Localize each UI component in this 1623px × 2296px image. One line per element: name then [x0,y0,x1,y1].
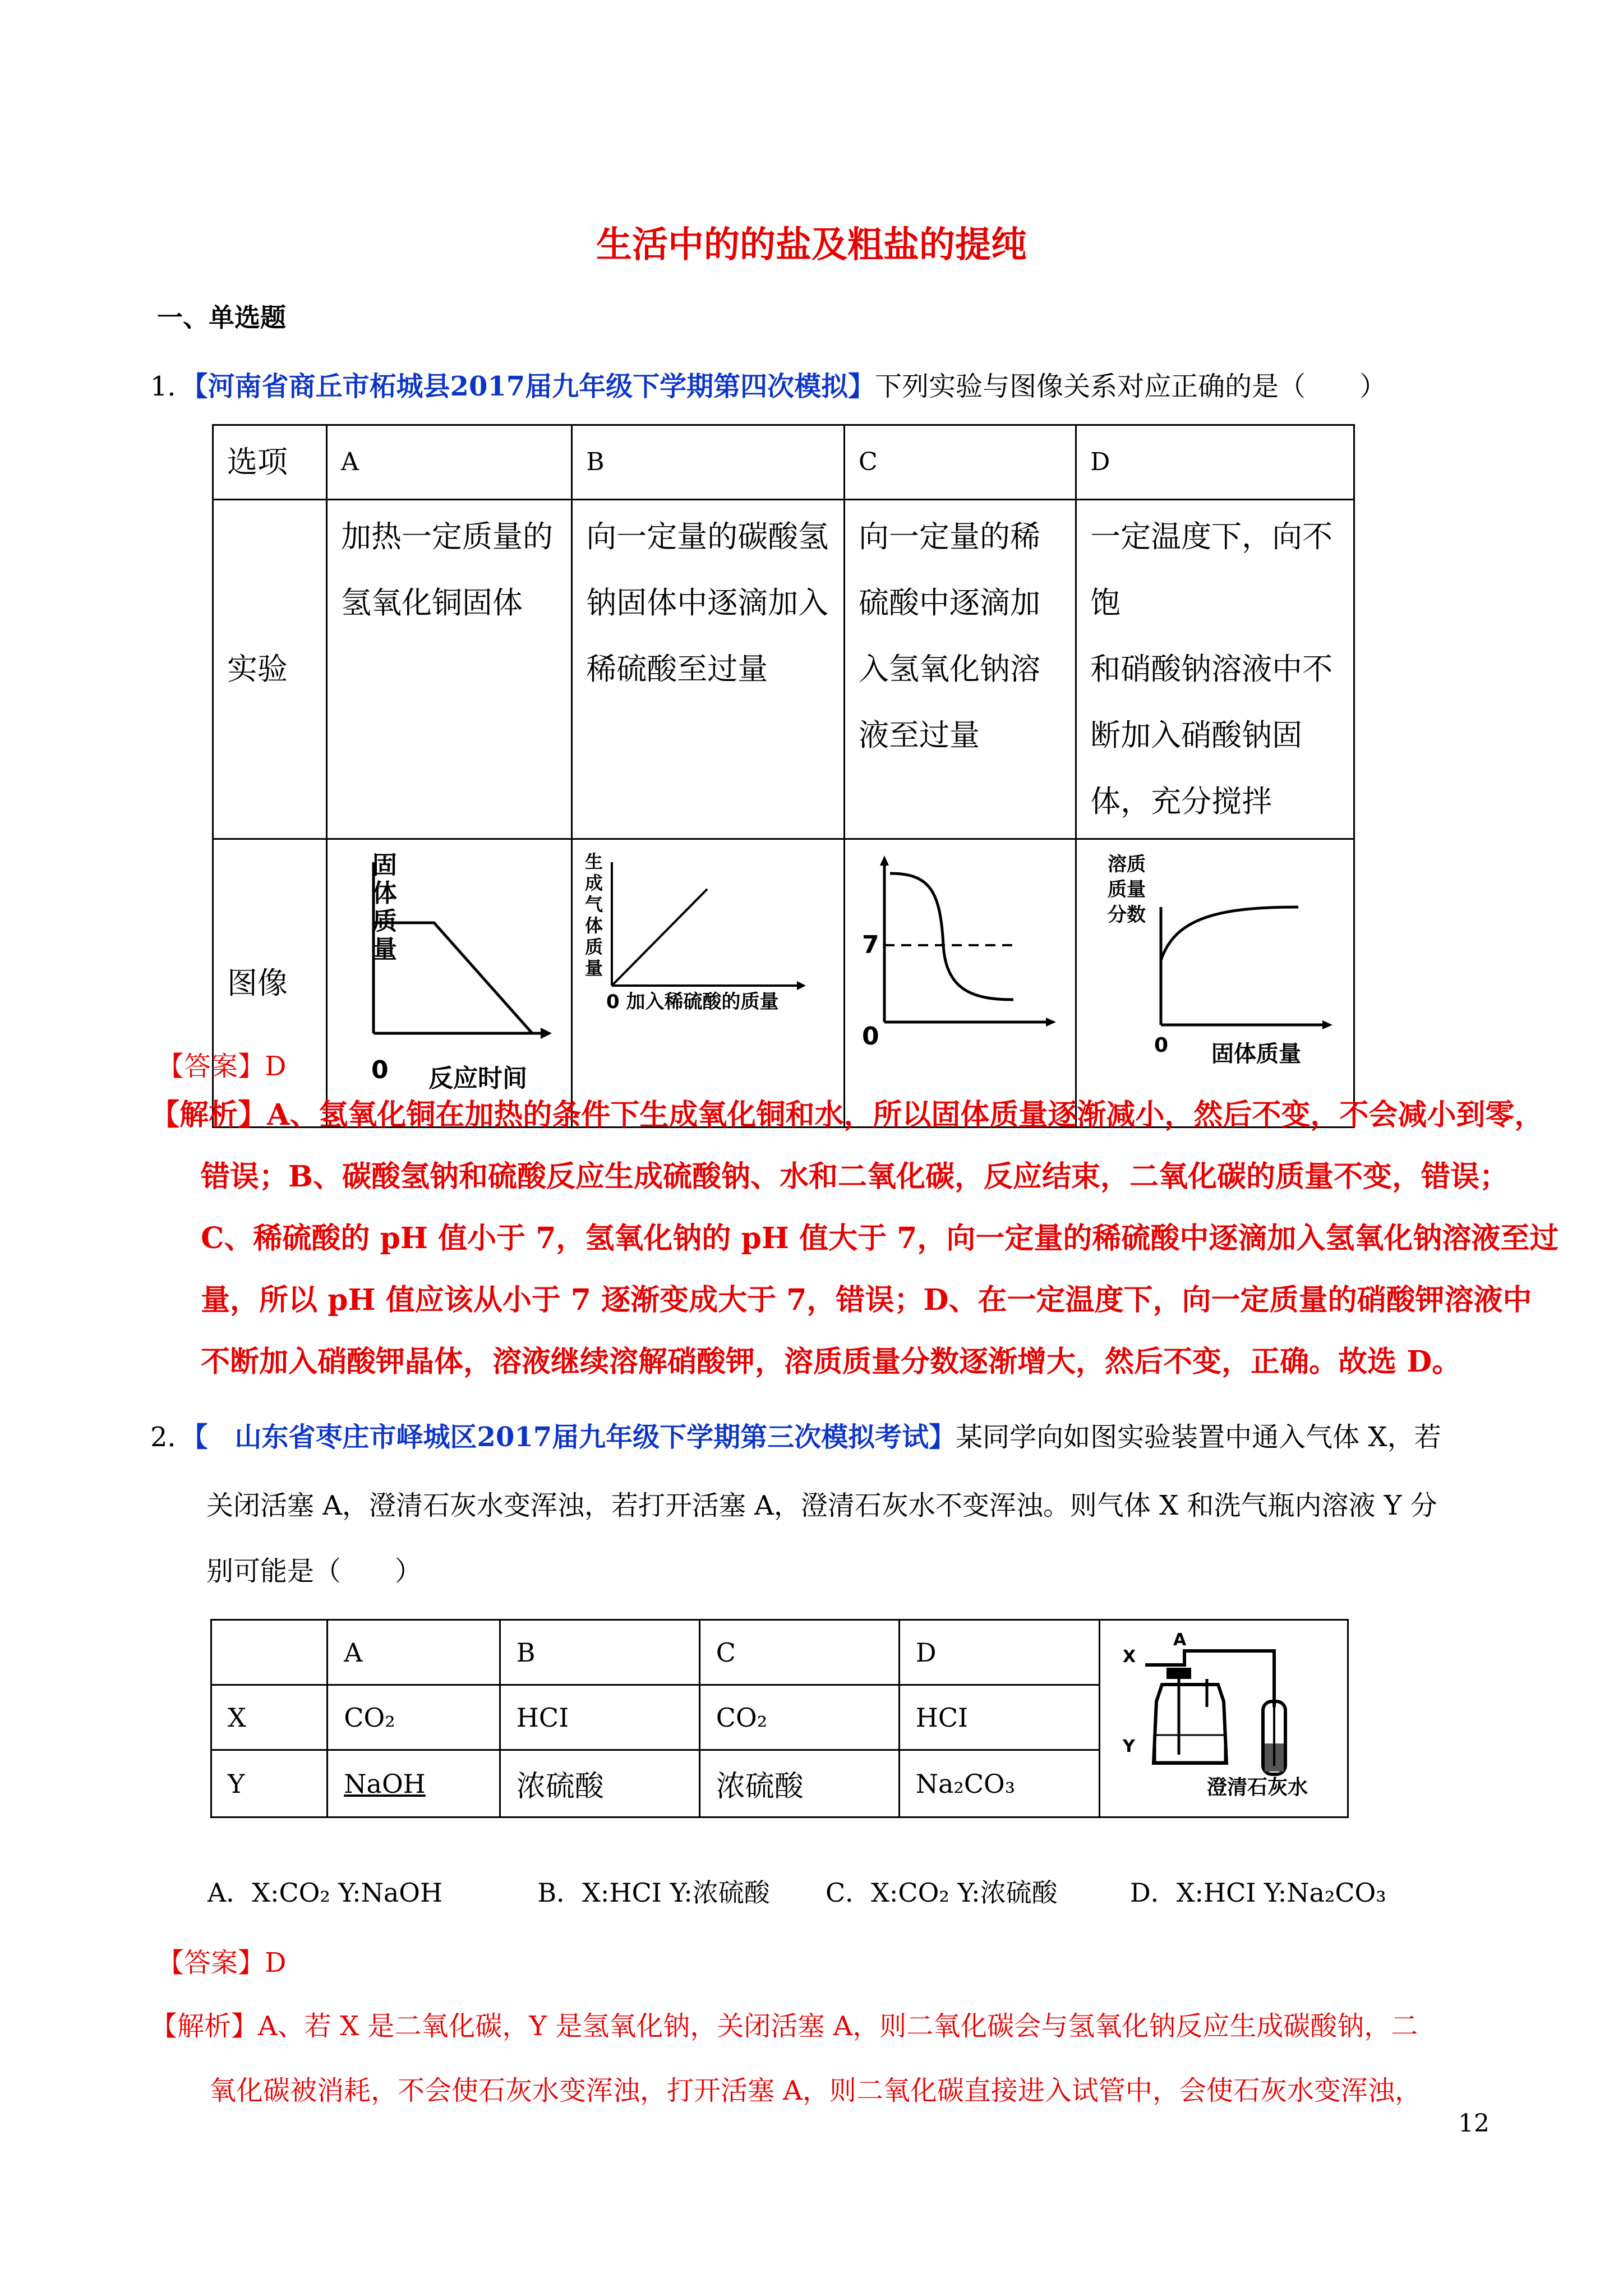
page-number: 12 [1458,2109,1490,2138]
analysis-label: 【解析】 [150,2010,259,2042]
answer-label: 【答案】 [157,1947,265,1978]
question-1-source: 【河南省商丘市柘城县2017届九年级下学期第四次模拟】 [194,371,875,402]
graph-d-xlabel: 固体质量 [1211,1041,1302,1067]
question-1-number: 1． [150,371,195,402]
analysis-label: 【解析】 [150,1098,268,1132]
table-col-a: A [326,425,571,500]
question-2-source: 【 山东省枣庄市峄城区2017届九年级下学期第三次模拟考试】 [194,1421,956,1453]
t2-y-c: 浓硫酸 [699,1750,899,1818]
analysis-line-1: A、氢氧化铜在加热的条件下生成氧化铜和水，所以固体质量逐渐减小，然后不变，不会减小到零， [267,1098,1544,1132]
t2-col-b: B [500,1620,699,1685]
graph-b-ylabel-3: 气 [585,894,603,915]
experiment-c: 向一定量的稀 硫酸中逐滴加 入氢氧化钠溶 液至过量 [845,500,1076,839]
question-2-answer [157,1941,287,1980]
graph-a-ylabel-2: 体 [372,879,397,908]
graph-a-cell [326,839,571,1128]
apparatus-label-x: X [1122,1647,1136,1667]
graph-d [1077,840,1349,1103]
graph-a-ylabel-3: 质 [372,907,397,936]
graph-b-xlabel: 0 加入稀硫酸的质量 [606,991,779,1013]
t2-x-c: CO₂ [699,1685,899,1750]
question-2-analysis [150,2004,1422,2133]
graph-c-origin: 0 [862,1022,879,1051]
graph-c-y-arrow [880,855,889,866]
graph-b-ylabel-2: 成 [585,872,603,894]
graph-b-ylabel-6: 量 [585,958,603,979]
table-header-graph: 图像 [213,839,327,1128]
graph-b-ylabel-5: 质 [585,936,603,958]
graph-a-xlabel: 反应时间 [428,1064,527,1093]
analysis-line-3: C、稀硫酸的 pH 值小于 7，氢氧化钠的 pH 值大于 7，向一定量的稀硫酸中逐滴加入氢氧化钠溶液至过 [201,1221,1559,1255]
apparatus-tube [1145,1651,1274,1707]
graph-b-x-arrow [797,981,806,990]
graph-d-ylabel-1: 溶质 [1108,853,1146,876]
question-2-stem-2: 关闭活塞 A，澄清石灰水变浑浊，若打开活塞 A，澄清石灰水不变浑浊。则气体 X 和洗气瓶内溶液 Y 分 [206,1490,1437,1521]
t2-corner [211,1620,328,1685]
graph-c [845,840,1072,1103]
question-1-stem: 下列实验与图像关系对应正确的是（ ） [875,371,1387,402]
question-1-table [212,424,1355,1128]
table-col-c: C [845,425,1076,500]
t2-row-x-label: X [211,1685,328,1750]
wash-bottle-icon [1154,1685,1227,1763]
section-heading: 一、单选题 [157,302,286,333]
table-header-experiment: 实验 [213,500,327,839]
table-col-b: B [572,425,845,500]
t2-row-y-label: Y [211,1750,328,1818]
question-2-number: 2． [150,1421,195,1453]
question-2-options [208,1872,1386,1910]
question-1-analysis [150,1091,1559,1400]
graph-b-ylabel-4: 体 [585,915,603,936]
option-d: D．X:HCI Y:Na₂CO₃ [1129,1878,1386,1908]
table-header-option: 选项 [213,425,327,500]
t2-y-b: 浓硫酸 [500,1750,699,1818]
apparatus-stopcock [1166,1668,1191,1679]
analysis-line-1: A、若 X 是二氧化碳，Y 是氢氧化钠，关闭活塞 A，则二氧化碳会与氢氧化钠反应生成碳酸钠，二 [258,2010,1418,2042]
t2-y-a: NaOH [328,1750,500,1818]
question-1-line [150,365,1386,403]
table-col-d: D [1076,425,1354,500]
graph-d-ylabel-2: 质量 [1108,878,1146,901]
question-2-stem-1: 某同学向如图实验装置中通入气体 X，若 [956,1421,1441,1453]
apparatus-cell [1099,1620,1348,1818]
graph-d-cell [1076,839,1354,1128]
apparatus-label-y: Y [1122,1737,1135,1756]
graph-c-cell [845,839,1076,1128]
t2-col-d: D [899,1620,1099,1685]
graph-b [573,840,840,1103]
page-title: 生活中的的盐及粗盐的提纯 [596,224,1027,266]
graph-d-ylabel-3: 分数 [1108,904,1146,926]
graph-b-ylabel-1: 生 [585,851,603,872]
question-2-line-1 [150,1415,1441,1454]
analysis-line-4: 量，所以 pH 值应该从小于 7 逐渐变成大于 7，错误；D、在一定温度下，向一定质量的硝酸钾溶液中 [201,1283,1532,1317]
option-b: B．X:HCI Y:浓硫酸 [537,1878,770,1908]
gas-wash-apparatus [1100,1623,1347,1808]
question-1-answer [157,1045,287,1083]
apparatus-label-a: A [1173,1630,1187,1650]
t2-col-a: A [328,1620,500,1685]
option-a: A．X:CO₂ Y:NaOH [208,1878,443,1908]
t2-col-c: C [699,1620,899,1685]
analysis-line-5: 不断加入硝酸钾晶体，溶液继续溶解硝酸钾，溶质质量分数逐渐增大，然后不变，正确。故选 D。 [201,1345,1461,1379]
graph-b-cell [572,839,845,1128]
experiment-b: 向一定量的碳酸氢 钠固体中逐滴加入 稀硫酸至过量 [572,500,845,839]
answer-value: D [265,1947,287,1978]
graph-d-curve [1161,907,1298,960]
question-2-stem-3: 别可能是（ ） [206,1556,422,1587]
graph-a-ylabel-1: 固 [372,851,397,880]
experiment-a: 加热一定质量的 氢氧化铜固体 [326,500,571,839]
graph-d-x-arrow [1322,1020,1332,1029]
apparatus-caption: 澄清石灰水 [1206,1776,1308,1799]
t2-x-a: CO₂ [328,1685,500,1750]
t2-y-d: Na₂CO₃ [899,1750,1099,1818]
graph-c-mark: 7 [862,931,879,959]
graph-a-curve [374,923,532,1033]
analysis-line-2: 氧化碳被消耗，不会使石灰水变浑浊，打开活塞 A，则二氧化碳直接进入试管中，会使石灰水变浑浊， [209,2075,1422,2106]
graph-d-origin: 0 [1154,1034,1169,1057]
graph-c-curve [890,873,1013,1000]
answer-value: D [265,1051,287,1082]
graph-b-curve [612,889,707,986]
experiment-d: 一定温度下，向不饱 和硝酸钠溶液中不 断加入硝酸钠固 体，充分搅拌 [1076,500,1354,839]
answer-label: 【答案】 [157,1051,265,1082]
option-c: C．X:CO₂ Y:浓硫酸 [825,1878,1058,1908]
t2-x-b: HCI [500,1685,699,1750]
question-2-table [210,1619,1349,1818]
t2-x-d: HCI [899,1685,1099,1750]
graph-c-x-arrow [1046,1018,1056,1027]
graph-a-origin: 0 [371,1056,389,1084]
graph-a [328,840,569,1103]
graph-a-ylabel-4: 量 [372,935,397,964]
analysis-line-2: 错误；B、碳酸氢钠和硫酸反应生成硫酸钠、水和二氧化碳，反应结束，二氧化碳的质量不变，错误； [201,1159,1509,1194]
wash-bottle-liquid [1155,1735,1225,1762]
graph-a-x-arrow [541,1028,552,1039]
